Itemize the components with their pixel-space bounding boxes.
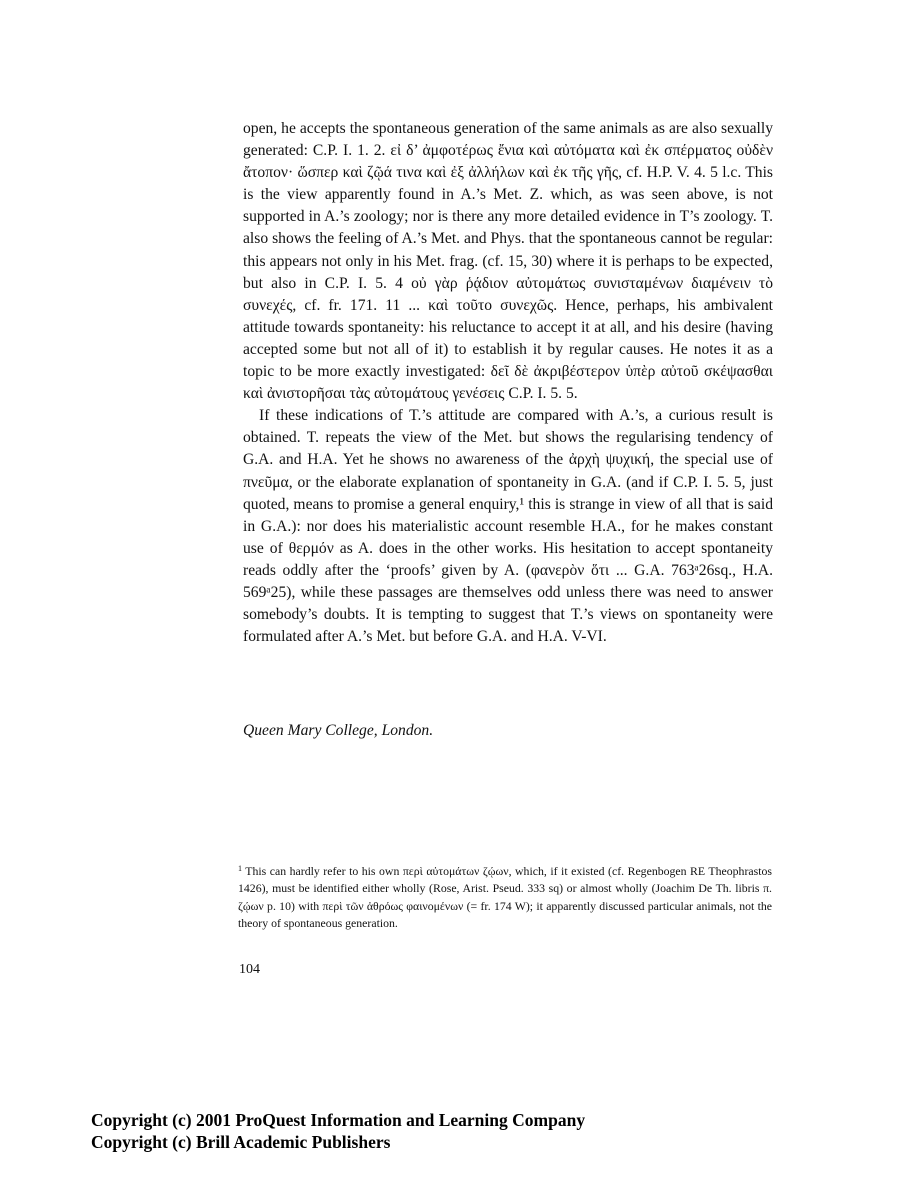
page-number: 104 bbox=[239, 962, 260, 977]
author-affiliation: Queen Mary College, London. bbox=[243, 722, 434, 739]
footnote-marker: 1 bbox=[238, 864, 242, 873]
paragraph-1: open, he accepts the spontaneous generation of the same animals as are also sexually generated: C.P. I. 1. 2. εἰ δ’ ἀμφοτέρως ἔνια καὶ αὐτόματα καὶ ἐκ σπέρματος οὐδὲν ἄτοπον· ὥσπερ καὶ ζῷά τινα καὶ ἐξ ἀλλήλων καὶ ἐκ τῆς γῆς, cf. H.P. V. 4. 5 l.c. This is the view apparently found in A.’s Met. Z. which, as was seen above, is not supported in A.’s zoology; nor is there any more detailed evidence in T’s zoology. T. also shows the feeling of A.’s Met. and Phys. that the spontaneous cannot be regular: this appears not only in his Met. frag. (cf. 15, 30) where it is perhaps to be expected, but also in C.P. I. 5. 4 οὐ γὰρ ῥᾴδιον αὐτομάτως συνισταμένων διαμένειν τὸ συνεχές, cf. fr. 171. 11 ... καὶ τοῦτο συνεχῶς. Hence, perhaps, his ambivalent attitude towards spontaneity: his reluctance to accept it at all, and his desire (having accepted some but not all of it) to establish it by regular causes. He notes it as a topic to be more exactly investigated: δεῖ δὲ ἀκριβέστερον ὑπὲρ αὐτοῦ σκέψασθαι καὶ ἀνιστορῆσαι τὰς αὐτομάτους γενέσεις C.P. I. 5. 5. bbox=[243, 120, 773, 403]
body-text bbox=[243, 118, 773, 648]
copyright-line-2: Copyright (c) Brill Academic Publishers bbox=[91, 1132, 391, 1152]
footnote-text: This can hardly refer to his own περὶ αὐτομάτων ζῴων, which, if it existed (cf. Regenbogen RE Theophrastos 1426), must be identified either wholly (Rose, Arist. Pseud. 333 sq) or almost wholly (Joachim De Th. libris π. ζῴων p. 10) with περὶ τῶν ἀθρόως φαινομένων (= fr. 174 W); it apparently discussed particular animals, not the theory of spontaneous generation. bbox=[238, 864, 772, 931]
footnote bbox=[238, 860, 772, 933]
copyright-line-1: Copyright (c) 2001 ProQuest Information and Learning Company bbox=[91, 1110, 586, 1130]
paragraph-2: If these indications of T.’s attitude are compared with A.’s, a curious result is obtained. T. repeats the view of the Met. but shows the regularising tendency of G.A. and H.A. Yet he shows no awareness of the ἀρχὴ ψυχική, the special use of πνεῦμα, or the elaborate explanation of spontaneity in G.A. (and if C.P. I. 5. 5, just quoted, means to promise a general enquiry,¹ this is strange in view of all that is said in G.A.): nor does his materialistic account resemble H.A., for he makes constant use of θερμόν as A. does in the other works. His hesitation to accept spontaneity reads oddly after the ‘proofs’ given by A. (φανερὸν ὅτι ... G.A. 763ᵃ26sq., H.A. 569ᵃ25), while these passages are themselves odd unless there was need to answer somebody’s doubts. It is tempting to suggest that T.’s views on spontaneity were formulated after A.’s Met. but before G.A. and H.A. V-VI. bbox=[243, 407, 773, 646]
